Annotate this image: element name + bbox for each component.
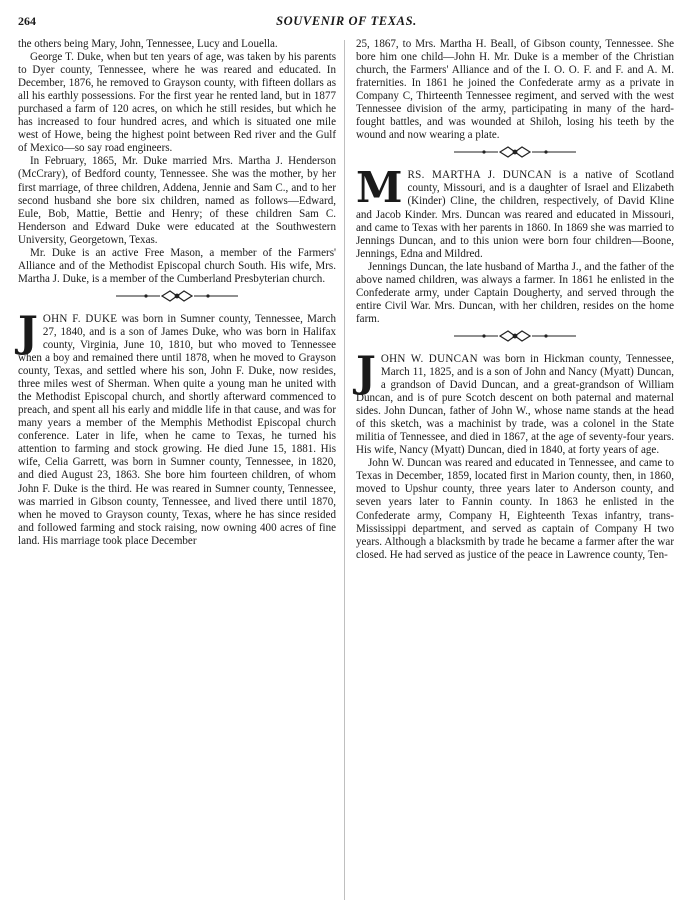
running-title: SOUVENIR OF TEXAS. xyxy=(276,14,417,28)
paragraph: George T. Duke, when but ten years of age, was taken by his parents to Dyer county, Tennessee, where he was reared and educated. In December, 1876, he removed to Grayson county, with fifteen dollars as all his earthly possessions. For the first year he rented land, but in 1877 purchased a farm of 120 acres, on which he still resides, but which he has increased to four hundred acres, and which is situated one mile west of Howe, being the highest point between Red river and the Gulf of Mexico—so say road engineers. xyxy=(18,51,336,155)
paragraph: Mr. Duke is an active Free Mason, a member of the Farmers' Alliance and of the Methodist Episcopal church South. His wife, Mrs. Martha J. Duke, is a member of the Cumberland Presbyterian church. xyxy=(18,246,336,285)
column-divider xyxy=(344,40,345,900)
subject-name: OHN F. DUKE xyxy=(42,312,118,325)
paragraph-text: was born in Sumner county, Tennessee, March 27, 1840, and is a son of James Duke, who was born in Halifax county, Virginia, June 10, 1810, but who moved to Tennessee when a boy and remained there until 1878, when he moved to Grayson county, Texas, and settled where his son, John F. Duke, now resides, three miles west of Sherman. When quite a young man he united with the Methodist Episcopal church, and shortly afterward commenced to preach, and spent all his early and middle life in that cause, and was for many years a member of the Memphis Methodist Episcopal church conference. Later in life, when he came to Texas, he turned his attention to farming and stock growing. He died June 15, 1881. His wife, Celia Garrett, was born in Sumner county, Tennessee, in 1820, and died August 23, 1863. She bore him fourteen children, of whom John F. Duke is the third. He was reared in Sumner county, Tennessee, was married in Gibson county, Tennessee, and lived there until 1870, when he moved to Grayson county, Texas, where he has since resided and followed farming and stock raising, now owning 400 acres of fine land. His marriage took place December xyxy=(18,312,336,547)
right-column xyxy=(356,38,674,562)
paragraph-text: was born in Hickman county, Tennessee, March 11, 1825, and is a son of John and Nancy (Myatt) Duncan, a grandson of David Duncan, and a great-grandson of William Duncan, and is of pure Scotch descent on both paternal and maternal sides. John Duncan, father of John W., whose name stands at the head of this sketch, was a machinist by trade, was a colonel in the State militia of Tennessee, and died in 1867, at the age of seventy-four years. His wife, Nancy (Myatt) Duncan, died in 1840, at forty years of age. xyxy=(356,352,674,457)
ornament-divider-icon xyxy=(18,289,336,309)
biography-john-w-duncan xyxy=(356,346,674,562)
paragraph xyxy=(18,306,336,548)
biography-martha-j-duncan xyxy=(356,163,674,326)
paragraph: 25, 1867, to Mrs. Martha H. Beall, of Gibson county, Tennessee. She bore him one child—John H. Mr. Duke is a member of the Christian church, the Farmers' Alliance and of the I. O. O. F. and F. and A. M. fraternities. In 1861 he joined the Confederate army as a private in Company C, Thirteenth Tennessee regiment, and served with the west Tennessee division of the army, participating in many of the hard-fought battles, and was wounded at Shiloh, losing his teeth by the wound and now wearing a plate. xyxy=(356,38,674,142)
left-column xyxy=(18,38,336,548)
biography-john-f-duke xyxy=(18,306,336,548)
paragraph: John W. Duncan was reared and educated in Tennessee, and came to Texas in December, 1859, located first in Marion county, then, in 1860, moved to Upshur county, three years later to Anderson county, and seven years later to Fannin county. In 1863 he enlisted in the Confederate army, Company H, Eighteenth Texas infantry, trans-Mississippi department, and served as captain of Company H two years. Although a blacksmith by trade he became a farmer after the war closed. He had served as justice of the peace in Lawrence county, Ten- xyxy=(356,457,674,561)
ornament-divider-icon xyxy=(356,145,674,165)
paragraph-text: is a native of Scotland county, Missouri, and is a daughter of Israel and Elizabeth (Kinder) Cline, the children, respectively, of David Kline and Jacob Kinder. Mrs. Duncan was reared and educated in Missouri, and came to Texas with her parents in 1860. In 1869 she was married to Jennings Duncan, and to this union were born four children—Boone, Jennings, Edna and Mildred. xyxy=(356,169,674,260)
drop-cap: M xyxy=(356,163,403,213)
drop-cap: J xyxy=(18,306,38,356)
subject-name: RS. MARTHA J. DUNCAN xyxy=(407,169,552,182)
paragraph: the others being Mary, John, Tennessee, Lucy and Louella. xyxy=(18,38,278,50)
subject-name: OHN W. DUNCAN xyxy=(380,352,478,365)
paragraph: In February, 1865, Mr. Duke married Mrs. Martha J. Henderson (McCrary), of Bedford county, Tennessee. She was the mother, by her first marriage, of three children, Addena, Jennie and Sam C., and to her second husband she bore six children, named as follows—Edward, Eule, Bob, Mattie, Bettie and Henry; of these children Sam C. Henderson and Edward Duke were educated at the Southwestern University, Georgetown, Texas. xyxy=(18,155,336,246)
paragraph xyxy=(356,163,674,260)
paragraph: Jennings Duncan, the late husband of Martha J., and the father of the above named children, was always a farmer. In 1861 he enlisted in the Confederate army, under Captain Dougherty, and served through the entire Civil War. Mrs. Duncan, with her children, resides on the home farm. xyxy=(356,260,674,325)
ornament-divider-icon xyxy=(356,329,674,349)
paragraph xyxy=(356,346,674,457)
page-header xyxy=(18,14,675,34)
page-number: 264 xyxy=(18,14,36,28)
drop-cap: J xyxy=(356,346,376,396)
